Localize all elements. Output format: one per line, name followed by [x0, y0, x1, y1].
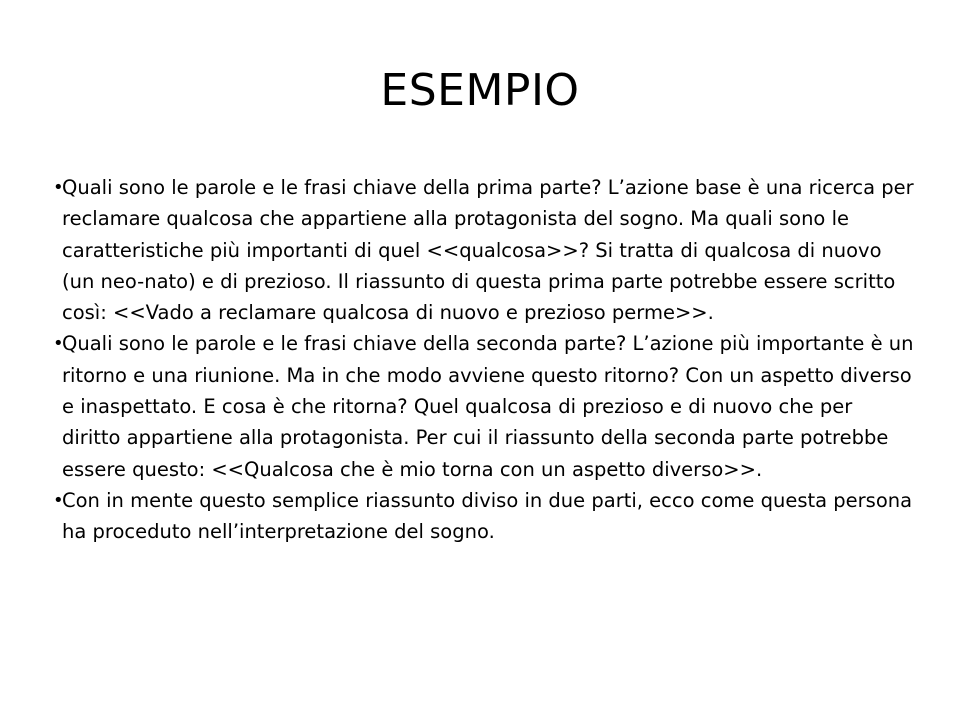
bullet-text-2: Quali sono le parole e le frasi chiave della seconda parte? L’azione più importante è un ritorno e una riunione. Ma in che modo avviene questo ritorno? Con un aspetto diverso e inaspettato. E cosa è che ritorna? Quel qualcosa di prezioso e di nuovo che per diritto appartiene alla protagonista. Per cui il riassunto della seconda parte potrebbe essere questo: <<Qualcosa che è mio torna con un aspetto diverso>>. — [62, 332, 914, 481]
bullet-text-3: Con in mente questo semplice riassunto diviso in due parti, ecco come questa persona ha proceduto nell’interpretazione del sogno. — [62, 488, 913, 544]
bullet-text-1: Quali sono le parole e le frasi chiave della prima parte? L’azione base è una ricerca per reclamare qualcosa che appartiene alla protagonista del sogno. Ma quali sono le caratteristiche più importanti di quel <<qualcosa>>? Si tratta di qualcosa di nuovo (un neo-nato) e di prezioso. Il riassunto di questa prima parte potrebbe essere scritto così: <<Vado a reclamare qualcosa di nuovo e prezioso perme>>. — [62, 176, 914, 325]
bullet-item-2 — [53, 328, 914, 484]
bullet-item-1 — [53, 172, 914, 328]
bullet-dot-icon: • — [53, 489, 64, 511]
bullet-item-3 — [53, 485, 914, 548]
bullet-dot-icon: • — [53, 177, 64, 198]
slide-title: ESEMPIO — [380, 65, 580, 116]
bullet-list — [53, 172, 914, 548]
bullet-dot-icon: • — [53, 333, 64, 355]
